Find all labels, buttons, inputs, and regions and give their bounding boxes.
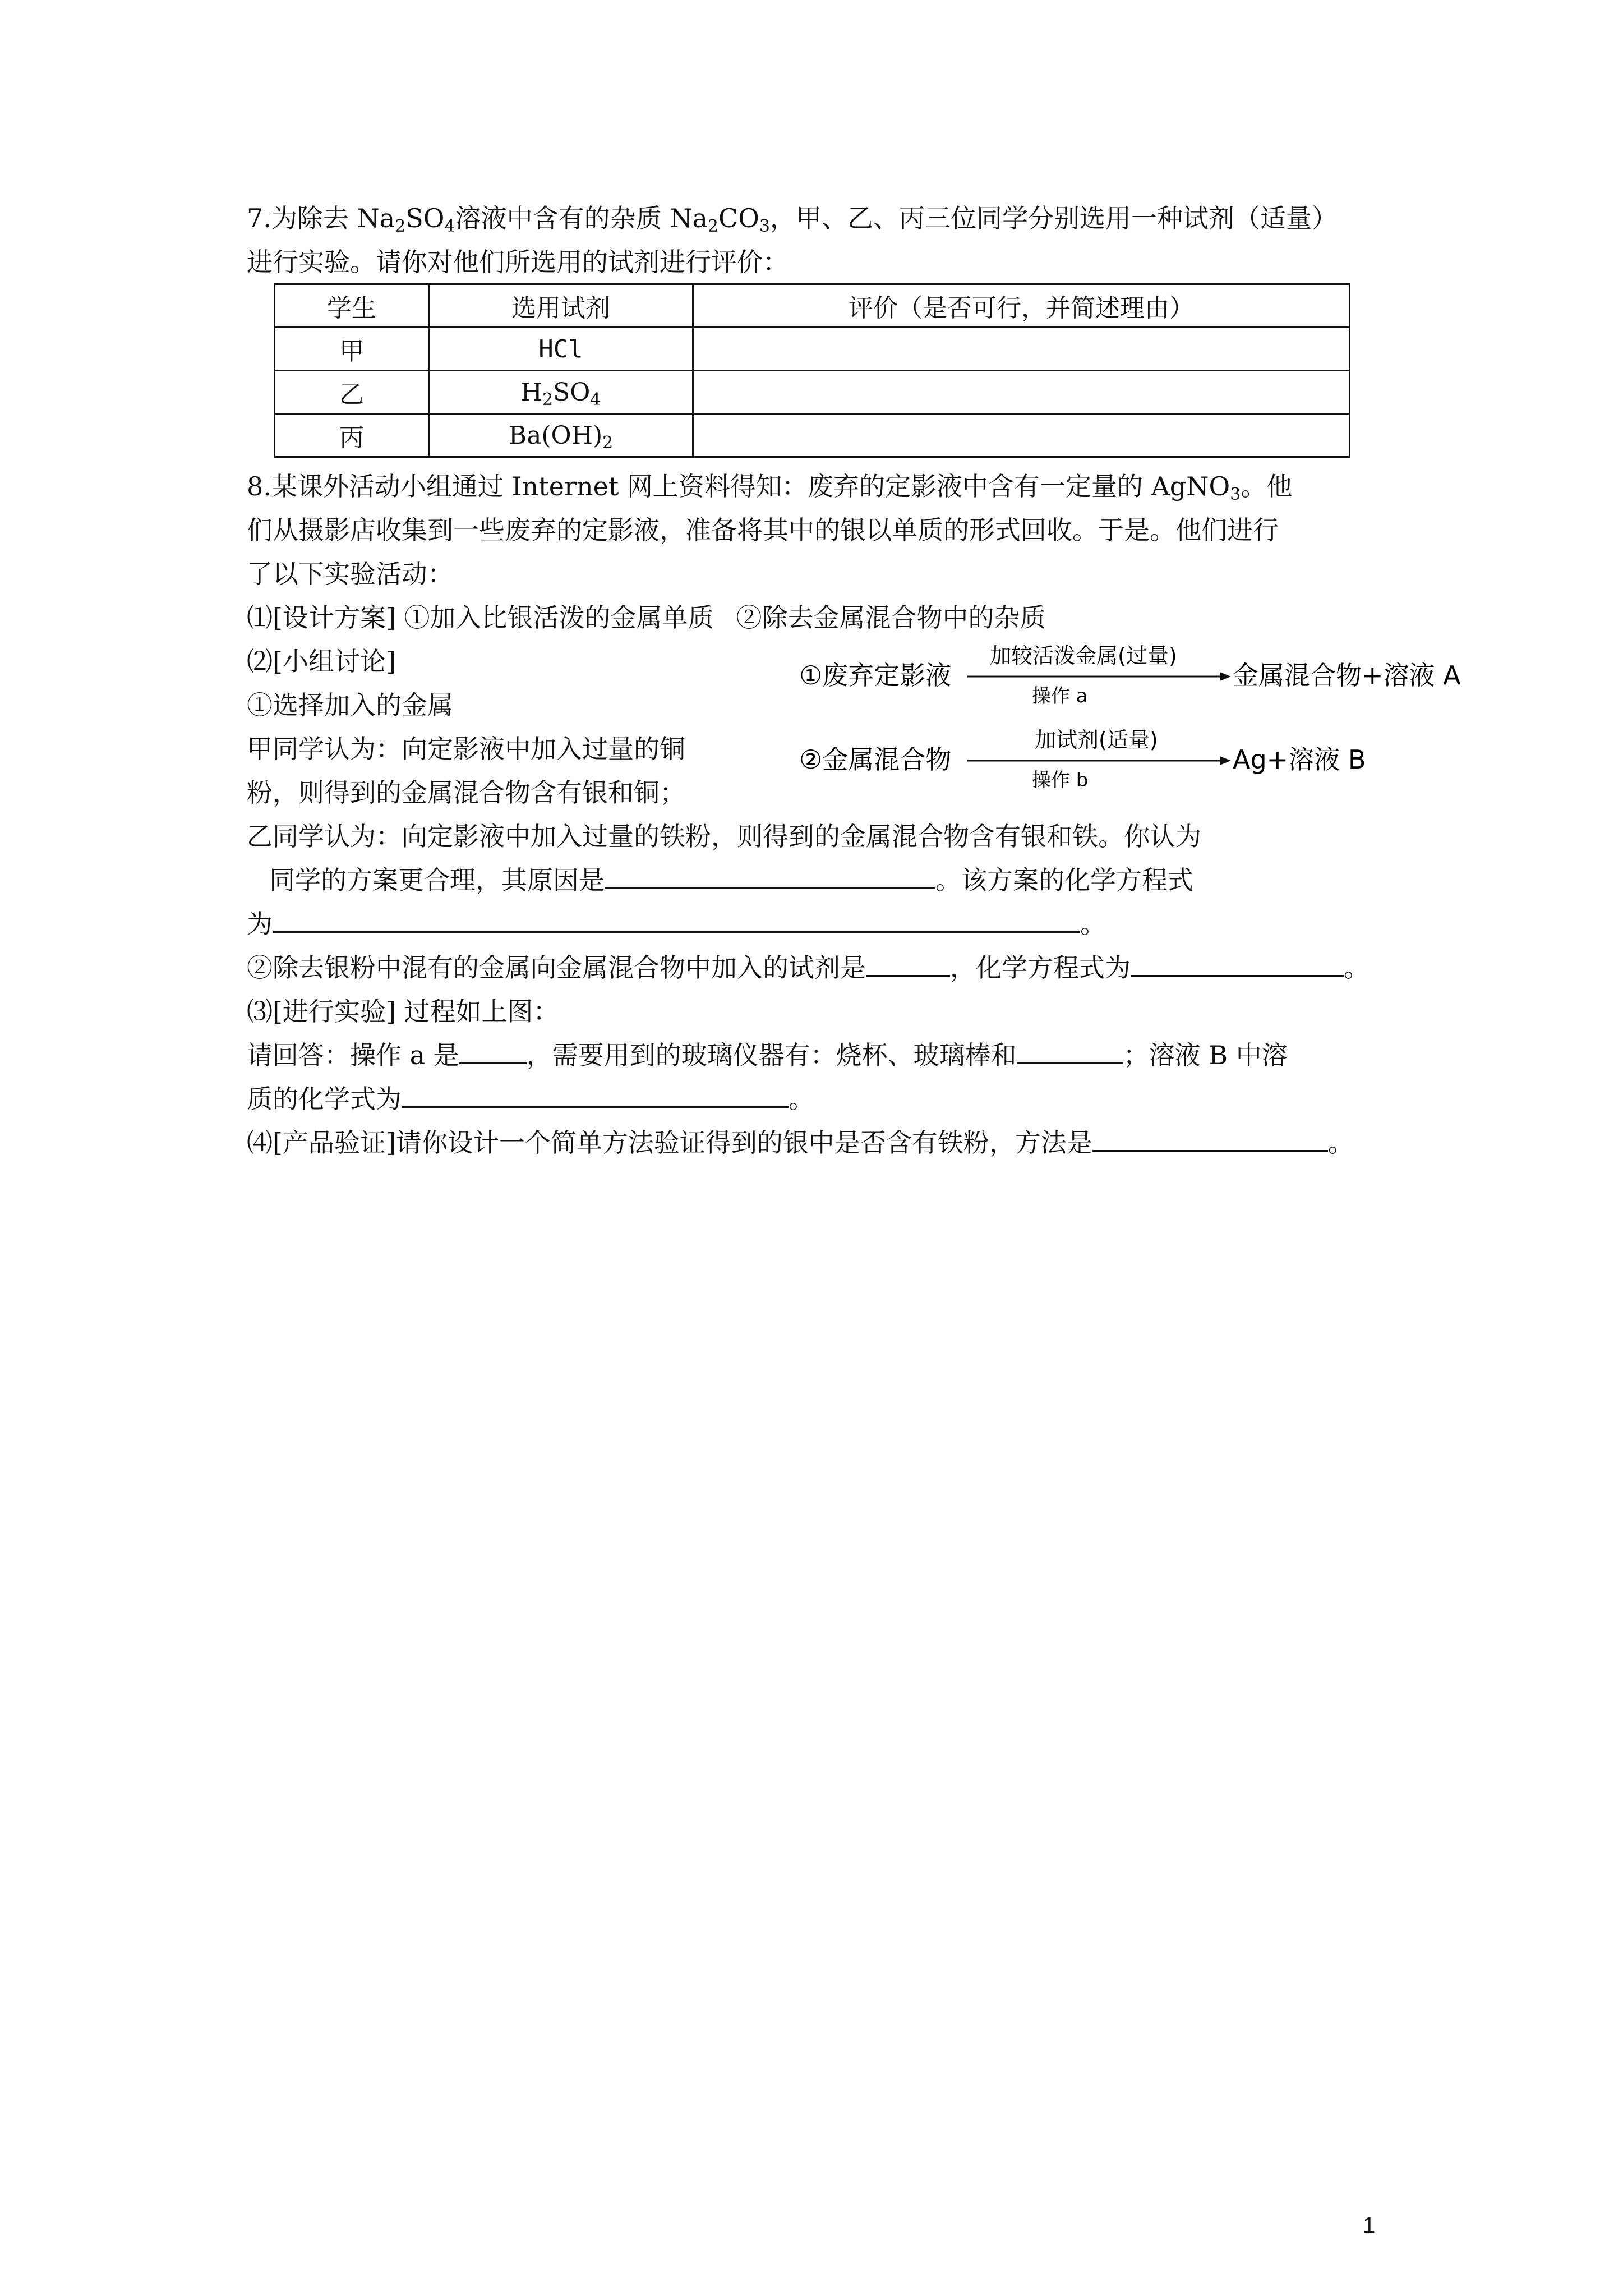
- q8-line-5: ⑵[小组讨论]: [247, 646, 396, 677]
- evaluation-table: [274, 283, 1350, 458]
- q8-line-6: ①选择加入的金属: [247, 690, 453, 720]
- flow-step2-start: ②金属混合物: [799, 744, 952, 775]
- q8-line-11: [247, 902, 1106, 946]
- subscript: 3: [1230, 485, 1241, 504]
- q8-text: 。: [789, 1084, 814, 1114]
- q8-text: ⑴[设计方案] ①加入比银活泼的金属单质: [247, 602, 714, 633]
- header-student: 学生: [275, 284, 429, 328]
- subscript: 2: [395, 217, 406, 236]
- q7-text: 溶液中含有的杂质 Na: [455, 203, 708, 233]
- q8-text: ，化学方程式为: [950, 953, 1131, 983]
- header-evaluation: 评价（是否可行，并简述理由）: [693, 284, 1350, 328]
- q8-line-1: [247, 464, 1292, 508]
- cell-reagent: HCl: [429, 328, 693, 371]
- q7-text: SO: [405, 203, 445, 233]
- q8-line-3: 了以下实验活动：: [247, 559, 453, 589]
- q8-text: 8.某课外活动小组通过 Internet 网上资料得知：废弃的定影液中含有一定量的 AgNO: [247, 471, 1230, 501]
- cell-student: 甲: [275, 328, 429, 371]
- reagent-text: SO: [553, 378, 591, 407]
- q8-text: 。: [1080, 909, 1106, 939]
- cell-student: 丙: [275, 414, 429, 457]
- flow-step1-condition: 加较活泼金属(过量): [990, 643, 1177, 668]
- flow-step1-start: ①废弃定影液: [799, 660, 952, 691]
- arrow-head-icon: [1220, 756, 1231, 765]
- answer-blank[interactable]: [866, 946, 950, 977]
- q8-line-16: [247, 1121, 1354, 1165]
- q8-text: 同学的方案更合理，其原因是: [269, 865, 605, 895]
- q7-text: 7.为除去 Na: [247, 203, 395, 233]
- q8-text: 为: [247, 909, 273, 939]
- subscript: 4: [590, 389, 601, 409]
- q8-text: 。: [1344, 953, 1370, 983]
- flow-step2-end: Ag+溶液 B: [1233, 744, 1366, 775]
- table-row: [275, 371, 1350, 414]
- flow-step1-operation: 操作 a: [1032, 685, 1088, 707]
- answer-blank[interactable]: [402, 1077, 789, 1108]
- q8-text: 。该方案的化学方程式: [935, 865, 1193, 895]
- answer-blank[interactable]: [1017, 1033, 1123, 1064]
- q7-text: CO: [718, 203, 759, 233]
- table-header-row: [275, 284, 1350, 328]
- q8-text: ②除去金属混合物中的杂质: [736, 602, 1046, 633]
- q8-line-14: [247, 1033, 1288, 1077]
- arrow-head-icon: [1220, 672, 1231, 681]
- q7-text: ，甲、乙、丙三位同学分别选用一种试剂（适量）: [770, 203, 1338, 233]
- q7-line-2: 进行实验。请你对他们所选用的试剂进行评价：: [247, 247, 789, 277]
- q8-text: 请回答：操作 a 是: [247, 1040, 459, 1070]
- reagent-text: H: [520, 378, 542, 407]
- table-row: [275, 414, 1350, 457]
- cell-evaluation-blank[interactable]: [693, 328, 1350, 371]
- answer-blank[interactable]: [273, 902, 1080, 933]
- q8-text: ⑷[产品验证]请你设计一个简单方法验证得到的银中是否含有铁粉，方法是: [247, 1128, 1092, 1158]
- cell-evaluation-blank[interactable]: [693, 371, 1350, 414]
- cell-evaluation-blank[interactable]: [693, 414, 1350, 457]
- cell-reagent: [429, 371, 693, 414]
- subscript: 4: [444, 217, 455, 236]
- q8-line-12: [247, 946, 1370, 990]
- table-row: [275, 328, 1350, 371]
- answer-blank[interactable]: [605, 858, 935, 889]
- header-reagent: 选用试剂: [429, 284, 693, 328]
- flow-step2-condition: 加试剂(适量): [1035, 728, 1158, 752]
- answer-blank[interactable]: [1092, 1121, 1328, 1152]
- answer-blank[interactable]: [459, 1033, 527, 1064]
- cell-reagent: [429, 414, 693, 457]
- q8-text: ，需要用到的玻璃仪器有：烧杯、玻璃棒和: [526, 1040, 1017, 1070]
- process-flow-diagram: [796, 628, 1492, 797]
- q7-line-1: [247, 196, 1338, 240]
- flow-step1-end: 金属混合物+溶液 A: [1233, 660, 1461, 691]
- subscript: 3: [759, 217, 771, 236]
- q8-text: 。: [1327, 1128, 1354, 1158]
- q8-line-10: [247, 858, 1193, 902]
- q8-text: ；溶液 B 中溶: [1123, 1040, 1288, 1070]
- q8-line-9: 乙同学认为：向定影液中加入过量的铁粉，则得到的金属混合物含有银和铁。你认为: [247, 821, 1201, 852]
- q8-line-7: 甲同学认为：向定影液中加入过量的铜: [247, 734, 685, 764]
- q8-text: ②除去银粉中混有的金属向金属混合物中加入的试剂是: [247, 953, 866, 983]
- q8-text: 质的化学式为: [247, 1084, 402, 1114]
- answer-blank[interactable]: [1131, 946, 1344, 977]
- subscript: 2: [707, 217, 718, 236]
- q8-line-13: ⑶[进行实验] 过程如上图：: [247, 996, 559, 1027]
- q8-line-15: [247, 1077, 814, 1121]
- subscript: 2: [602, 432, 614, 453]
- subscript: 2: [542, 389, 554, 409]
- q8-text: 。他: [1241, 471, 1293, 501]
- flow-step2-operation: 操作 b: [1032, 769, 1089, 792]
- reagent-text: Ba(OH): [508, 421, 603, 450]
- q8-line-2: 们从摄影店收集到一些废弃的定影液，准备将其中的银以单质的形式回收。于是。他们进行: [247, 515, 1279, 545]
- cell-student: 乙: [275, 371, 429, 414]
- page-number: 1: [1363, 2213, 1376, 2238]
- q8-line-8: 粉，则得到的金属混合物含有银和铜；: [247, 777, 685, 808]
